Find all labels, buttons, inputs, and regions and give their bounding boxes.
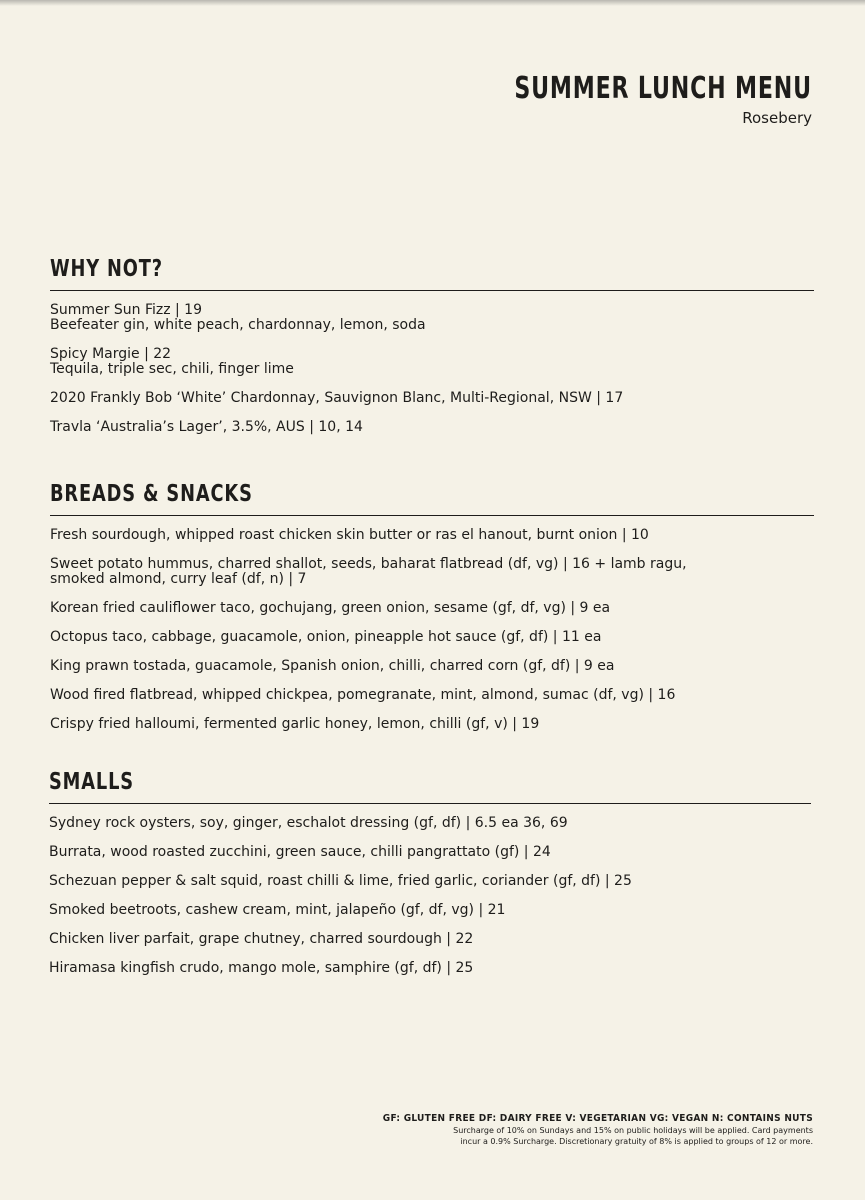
- item-name-price: Korean fried cauliflower taco, gochujang, green onion, sesame (gf, df, vg) | 9 ea: [50, 600, 611, 616]
- menu-header: [449, 70, 812, 128]
- page-top-shadow: [0, 0, 865, 6]
- section-title: WHY NOT?: [50, 256, 163, 282]
- menu-title: SUMMER LUNCH MENU: [514, 71, 812, 106]
- item-name-price: Sydney rock oysters, soy, ginger, eschalot dressing (gf, df) | 6.5 ea 36, 69: [49, 815, 568, 831]
- item-name-price: Octopus taco, cabbage, guacamole, onion, pineapple hot sauce (gf, df) | 11 ea: [50, 629, 602, 645]
- menu-item: [50, 659, 814, 674]
- menu-item: [49, 874, 811, 889]
- surcharge-note: incur a 0.9% Surcharge. Discretionary gratuity of 8% is applied to groups of 12 or more.: [460, 1137, 813, 1146]
- menu-item: [50, 601, 814, 616]
- menu-item: [50, 630, 814, 645]
- menu-item: [49, 961, 811, 976]
- section-title: BREADS & SNACKS: [50, 481, 253, 507]
- menu-item: [50, 303, 814, 333]
- menu-location: Rosebery: [742, 109, 812, 127]
- menu-item: [49, 932, 811, 947]
- item-description: smoked almond, curry leaf (df, n) | 7: [50, 571, 307, 587]
- menu-item: [49, 845, 811, 860]
- menu-item: [50, 688, 814, 703]
- item-name-price: Schezuan pepper & salt squid, roast chilli & lime, fried garlic, coriander (gf, df) | 25: [49, 873, 632, 889]
- menu-item: [50, 557, 814, 587]
- section-title: SMALLS: [49, 769, 134, 795]
- item-description: Beefeater gin, white peach, chardonnay, lemon, soda: [50, 317, 426, 333]
- item-name-price: Hiramasa kingfish crudo, mango mole, samphire (gf, df) | 25: [49, 960, 474, 976]
- item-name-price: Sweet potato hummus, charred shallot, seeds, baharat flatbread (df, vg) | 16 + lamb ragu,: [50, 556, 687, 572]
- item-name-price: King prawn tostada, guacamole, Spanish onion, chilli, charred corn (gf, df) | 9 ea: [50, 658, 615, 674]
- menu-item: [49, 903, 811, 918]
- item-list: [50, 528, 814, 732]
- item-name-price: Wood fired flatbread, whipped chickpea, pomegranate, mint, almond, sumac (df, vg) | 16: [50, 687, 676, 703]
- section-divider: [50, 515, 814, 516]
- menu-item: [50, 528, 814, 543]
- section-divider: [50, 290, 814, 291]
- section-why-not: [50, 254, 814, 449]
- menu-item: [50, 347, 814, 377]
- section-divider: [49, 803, 811, 804]
- section-breads-snacks: [50, 479, 814, 746]
- menu-item: [50, 717, 814, 732]
- item-name-price: Burrata, wood roasted zucchini, green sauce, chilli pangrattato (gf) | 24: [49, 844, 551, 860]
- item-name-price: Smoked beetroots, cashew cream, mint, jalapeño (gf, df, vg) | 21: [49, 902, 506, 918]
- item-name-price: Fresh sourdough, whipped roast chicken skin butter or ras el hanout, burnt onion | 10: [50, 527, 649, 543]
- menu-footer: [383, 1112, 813, 1147]
- surcharge-note: Surcharge of 10% on Sundays and 15% on public holidays will be applied. Card payments: [453, 1126, 813, 1135]
- item-name-price: Spicy Margie | 22: [50, 346, 172, 362]
- item-name-price: Crispy fried halloumi, fermented garlic honey, lemon, chilli (gf, v) | 19: [50, 716, 540, 732]
- item-list: [50, 303, 814, 435]
- item-name-price: Travla ‘Australia’s Lager’, 3.5%, AUS | 10, 14: [50, 419, 363, 435]
- item-description: Tequila, triple sec, chili, finger lime: [50, 361, 294, 377]
- dietary-legend: GF: GLUTEN FREE DF: DAIRY FREE V: VEGETARIAN VG: VEGAN N: CONTAINS NUTS: [382, 1113, 813, 1124]
- menu-item: [50, 391, 814, 406]
- section-smalls: [49, 767, 811, 990]
- item-list: [49, 816, 811, 976]
- item-name-price: Chicken liver parfait, grape chutney, charred sourdough | 22: [49, 931, 474, 947]
- item-name-price: 2020 Frankly Bob ‘White’ Chardonnay, Sauvignon Blanc, Multi-Regional, NSW | 17: [50, 390, 624, 406]
- menu-item: [50, 420, 814, 435]
- item-name-price: Summer Sun Fizz | 19: [50, 302, 202, 318]
- menu-item: [49, 816, 811, 831]
